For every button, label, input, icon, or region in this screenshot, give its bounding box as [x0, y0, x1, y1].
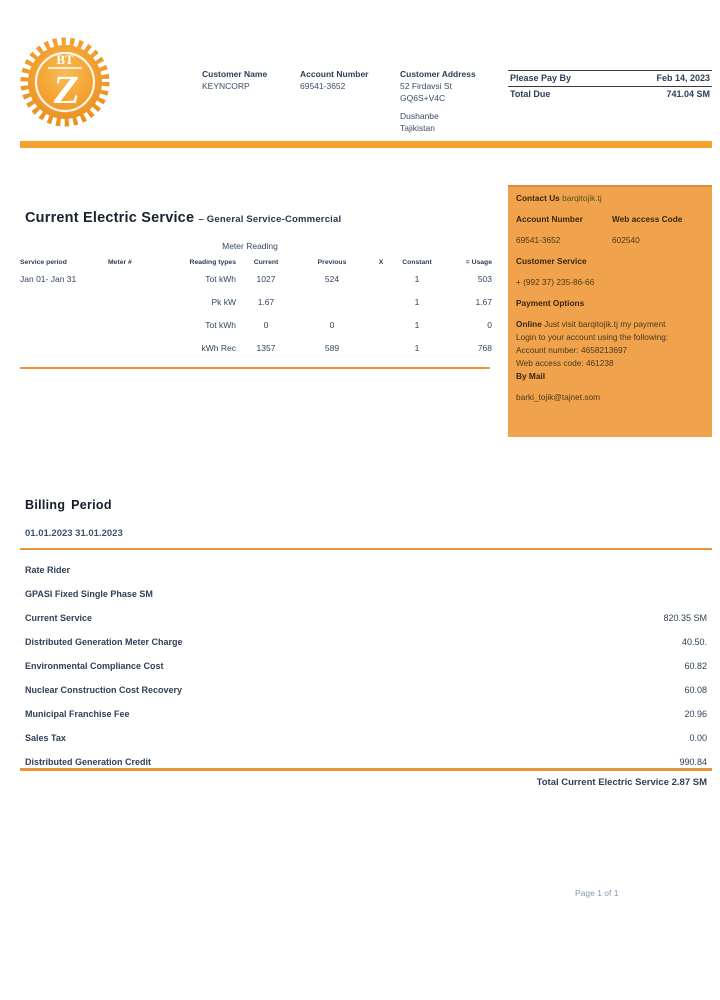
billing-total-line: Total Current Electric Service 2.87 SM — [536, 777, 707, 788]
meter-reading-title: Meter Reading — [222, 241, 278, 251]
account-web-labels — [516, 214, 704, 225]
cell-constant: 1 — [414, 343, 420, 353]
cell-previous: 589 — [324, 343, 340, 353]
by-mail-label: By Mail — [516, 371, 546, 381]
billing-row — [25, 726, 707, 750]
total-due-value: 741.04 SM — [666, 89, 710, 99]
col-service-period: Service period — [20, 259, 67, 266]
cell-type: Tot kWh — [205, 320, 236, 330]
billing-row — [25, 678, 707, 702]
charge-label: Environmental Compliance Cost — [25, 661, 164, 671]
meter-table-rule — [20, 367, 490, 369]
charge-value: 60.08 — [684, 685, 707, 695]
box-web-access-label: Web access Code — [612, 214, 683, 224]
cell-x — [368, 301, 394, 303]
box-account-number-label: Account Number — [516, 214, 583, 224]
contact-us-label: Contact Us — [516, 193, 560, 203]
service-title-text: Current Electric Service — [25, 210, 195, 226]
col-previous: Previous — [317, 259, 347, 266]
billing-rule-bottom — [20, 768, 712, 771]
cell-usage: 0 — [487, 320, 492, 330]
pay-by-label: Please Pay By — [510, 73, 572, 83]
meter-row — [20, 296, 492, 308]
cell-period — [20, 324, 108, 326]
account-number-block — [300, 68, 395, 92]
billing-row — [25, 630, 707, 654]
header-separator-bar — [20, 141, 712, 148]
account-number-value: 69541-3652 — [300, 81, 346, 91]
pay-by-row — [508, 70, 712, 87]
cell-meter — [108, 278, 160, 280]
contact-us-line — [516, 193, 704, 204]
logo-z-text: Z — [50, 67, 83, 112]
charge-label: GPASI Fixed Single Phase SM — [25, 589, 153, 599]
cell-previous: 524 — [324, 274, 340, 284]
cell-previous: 0 — [329, 320, 335, 330]
billing-row — [25, 606, 707, 630]
charge-value: 20.96 — [684, 709, 707, 719]
charge-label: Sales Tax — [25, 733, 66, 743]
meter-table-header — [20, 258, 492, 267]
cell-meter — [108, 301, 160, 303]
col-constant: Constant — [402, 259, 432, 266]
charge-label: Nuclear Construction Cost Recovery — [25, 685, 183, 695]
customer-name-value: KEYNCORP — [202, 81, 250, 91]
cell-constant: 1 — [414, 274, 420, 284]
box-account-number-value: 69541-3652 — [516, 235, 561, 245]
col-reading-types: Reading types — [189, 259, 236, 266]
billing-row — [25, 582, 707, 606]
cell-type: kWh Rec — [201, 343, 236, 353]
customer-service-phone: + (992 37) 235-86-66 — [516, 277, 595, 287]
cell-current: 1027 — [256, 274, 276, 284]
cell-x — [368, 324, 394, 326]
charge-label: Distributed Generation Credit — [25, 757, 152, 767]
cell-type: Tot kWh — [205, 274, 236, 284]
payment-options-label: Payment Options — [516, 298, 585, 308]
cell-meter — [108, 324, 160, 326]
account-number-label: Account Number — [300, 69, 369, 79]
cell-x — [368, 347, 394, 349]
online-web-access: Web access code: 461238 — [516, 358, 614, 368]
charge-label: Municipal Franchise Fee — [25, 709, 130, 719]
billing-period-dates: 01.01.2023 31.01.2023 — [25, 528, 123, 539]
cell-constant: 1 — [414, 320, 420, 330]
box-web-access-value: 602540 — [612, 235, 640, 245]
cell-period: Jan 01- Jan 31 — [20, 274, 77, 284]
charge-label: Distributed Generation Meter Charge — [25, 637, 183, 647]
meter-row — [20, 273, 492, 285]
page-number: Page 1 of 1 — [575, 888, 619, 898]
charge-label: Current Service — [25, 613, 93, 623]
col-meter: Meter # — [108, 259, 132, 266]
address-line: Tajikistan — [400, 123, 435, 133]
address-line: GQ6S+V4C — [400, 93, 446, 103]
cell-type: Pk kW — [211, 297, 236, 307]
meter-row — [20, 342, 492, 354]
col-usage: = Usage — [465, 259, 492, 266]
charge-label: Rate Rider — [25, 565, 71, 575]
online-text: Just visit barqitojik.tj my payment — [544, 319, 666, 329]
cell-current: 1.67 — [257, 297, 275, 307]
cell-usage: 1.67 — [475, 297, 492, 307]
customer-service-label: Customer Service — [516, 256, 587, 266]
billing-charges-list — [25, 558, 707, 774]
meter-row — [20, 319, 492, 331]
cell-previous — [296, 301, 368, 303]
col-current: Current — [253, 259, 279, 266]
billing-period-title: Billing Period — [25, 498, 112, 512]
online-label: Online — [516, 319, 542, 329]
login-instructions: Login to your account using the following: — [516, 332, 669, 342]
pay-by-date: Feb 14, 2023 — [656, 73, 710, 83]
service-subtitle-text: – General Service-Commercial — [198, 214, 342, 225]
meter-reading-table — [20, 258, 492, 365]
address-line: 52 Firdavsi St — [400, 81, 452, 91]
customer-address-label: Customer Address — [400, 69, 476, 79]
col-x: X — [378, 259, 384, 266]
payment-summary — [508, 70, 712, 102]
billing-row — [25, 702, 707, 726]
charge-value: 40.50. — [681, 637, 707, 647]
charge-value: 0.00 — [689, 733, 707, 743]
customer-name-label: Customer Name — [202, 69, 268, 79]
logo-bt-text: BT — [56, 52, 74, 67]
online-account-number: Account number: 4658213697 — [516, 345, 628, 355]
charge-value: 820.35 SM — [663, 613, 707, 623]
online-payment-line — [516, 319, 704, 330]
billing-row — [25, 654, 707, 678]
cell-usage: 768 — [477, 343, 492, 353]
contact-info-box — [508, 185, 712, 437]
cell-current: 1357 — [256, 343, 276, 353]
cell-period — [20, 301, 108, 303]
customer-name-block — [202, 68, 294, 92]
contact-us-site: barqitojik.tj — [562, 193, 602, 203]
company-logo — [20, 37, 110, 127]
cell-current: 0 — [263, 320, 269, 330]
cell-constant: 1 — [414, 297, 420, 307]
charge-value: 60.82 — [684, 661, 707, 671]
billing-row — [25, 558, 707, 582]
gear-logo-icon — [20, 37, 110, 127]
charge-value: 990.84 — [679, 757, 707, 767]
cell-period — [20, 347, 108, 349]
customer-address-block — [400, 68, 500, 134]
total-due-row — [508, 87, 712, 102]
contact-email: barki_tojik@tajnet.som — [516, 392, 601, 402]
cell-meter — [108, 347, 160, 349]
account-web-values — [516, 235, 704, 246]
cell-x — [368, 278, 394, 280]
billing-rule-top — [20, 548, 712, 550]
total-due-label: Total Due — [510, 89, 551, 99]
service-section-title — [25, 210, 341, 226]
address-line: Dushanbe — [400, 111, 439, 121]
cell-usage: 503 — [477, 274, 492, 284]
